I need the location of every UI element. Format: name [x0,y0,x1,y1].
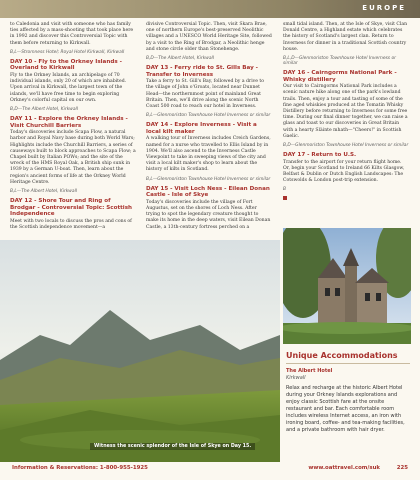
unique-accommodations-box [286,351,410,434]
meal-note: B,L,D—Glenmoriston Townhouse Hotel Inverness or similar [283,56,396,67]
meal-note: B,D—Glenmoriston Townhouse Hotel Inverness or similar [283,143,409,149]
meal-note: B,D—The Albert Hotel, Kirkwall [146,56,214,62]
section-banner [0,0,420,18]
castle-photo [283,228,411,344]
meal-note: B,D—The Albert Hotel, Kirkwall [10,107,78,113]
paragraph: small tidal island. Then, at the Isle of Skye, visit Clan Donald Centre, a Highland estate which celebrates the history of Scotland's largest clan. Return to Inverness for dinner in a traditional Scottish country house. [283,22,408,52]
website-link[interactable]: www.oattravel.com/suk [308,465,380,471]
day-10-heading: DAY 10 - Fly to the Orkney Islands - Overland to Kirkwall [10,58,122,72]
day-16-heading: DAY 16 - Cairngorms National Park - Whisky distillery [283,70,397,83]
hotel-description: Relax and recharge at the historic Albert Hotel during your Orkney Islands explorations and enjoy classic Scottish fare at the onsite restaurant and bar. Each comfortable room includes wireless Internet access, an iron with ironing board, coffee- and tea-making facilities, and a private bathroom with hair dryer. [286,385,405,433]
itinerary-column-3 [283,22,409,203]
skye-landscape-photo [0,240,280,462]
day-16-body: Our visit to Cairngorms National Park includes a scenic nature hike along one of the park's lowland trails. Then, enjoy a tour and tasting of some of the fine aged whiskies produced at the Tomatin Whisky Distillery before returning to Inverness for some free time. During our final dinner together, we can raise a glass and toast to our discoveries in Great Britain with a hearty Slàinte mhath—"Cheers!" in Scottish Gaelic. [283,84,408,139]
day-13-heading: DAY 13 - Ferry ride to St. Gills Bay - Transfer to Inverness [146,65,258,78]
unique-accommodations-heading: Unique Accommodations [286,351,410,364]
itinerary-column-1 [10,22,136,234]
day-10-body: Fly to the Orkney Islands, an archipelago of 70 individual islands, only 20 of which are inhabited. Upon arrival in Kirkwall, the largest town of the islands, we'll have free time to begin exploring Orkney's colorful capital on our own. [10,73,127,103]
page-number: 225 [396,465,408,471]
reservations-phone: Information & Reservations: 1-800-955-1925 [12,465,148,471]
itinerary-column-2 [146,22,272,234]
day-11-body: Today's discoveries include Scapa Flow, a natural harbor and Royal Navy base during both World Wars; Highlights include the Churchill Barriers, a series of causeways built to block approaches to Scapa Flow; a Chapel built by Italian POWs; and the site of the wreck of the HMS Royal Oak, a British ship sunk in 1939 by a German U-boat. Then, learn about the region's ancient forms of life at the Orkney World Heritage Centre. [10,130,136,185]
day-17-body: Transfer to the airport for your return flight home. Or, begin your Scotland to Ireland 66 Kilts Glasgow, Belfast & Dublin or Dutch English Landscapes: The Cotswolds & London post-trip extension. [283,159,405,184]
paragraph: divisive Controversial Topic. Then, visit Skara Brae, one of northern Europe's best-preserved Neolithic villages and a UNESCO World Heritage Site, followed by a visit to the Ring of Brodgar, a Neolithic henge and stone circle older than Stonehenge. [146,22,272,52]
day-12-heading: DAY 12 - Shore Tour and Ring of Brodgar - Controversial Topic: Scottish Independence [10,198,133,218]
day-15-heading: DAY 15 - Visit Loch Ness - Eilean Donan Castle - Isle of Skye [146,185,270,199]
meal-note: B,L—Glenmoriston Townhouse Hotel Inverness or similar [146,113,271,119]
day-13-body: Take a ferry to St. Gill's Bay, followed by a drive to the village of John o'Groats, located near Dunnet Head—the northernmost point of mainland Great Britain. Then, we'll drive along the scenic North Coast 500 road to reach our hotel in Inverness. [146,79,265,110]
day-17-heading: DAY 17 - Return to U.S. [283,152,357,159]
meal-note: B,L—Glenmoriston Townhouse Hotel Inverness or similar [146,176,271,182]
day-15-body: Today's discoveries include the village of Fort Augustus, set on the shores of Loch Ness. After trying to spot the legendary creature thought to make its home in the deep waters, visit Eilean Donan Castle, a 13th-century fortress perched on a [146,199,271,230]
hotel-location: Kirkwall [286,375,306,381]
region-label: EUROPE [362,4,406,12]
day-14-body: A walking tour of Inverness includes Creich Gardens, named for a nurse who travelled to Ellis Island by in 1904. We'll also ascend to the Inverness Castle Viewpoint to take in sweeping views of the city and visit a local kilt maker's shop to learn about the history of kilts in Scotland. [146,136,271,173]
meal-note: B,L—The Albert Hotel, Kirkwall [10,189,78,195]
paragraph: to Caledonia and visit with someone who has family ties affected by a mass-shooting that took place here in 1992 and discover this Controversial Topic with them before returning to Kirkwall. [10,22,134,46]
end-marker [283,196,287,200]
day-14-heading: DAY 14 - Explore Inverness - Visit a local kilt maker [146,122,257,135]
meal-note: B [283,187,287,193]
page-footer [0,462,420,480]
day-12-body: Meet with two locals to discuss the pros and cons of the Scottish independence movement—a [10,218,132,231]
hotel-name: The Albert Hotel [286,368,333,374]
photo-caption: Witness the scenic splendor of the Isle of Skye on Day 15. [90,443,255,450]
meal-note: B,L—Stromness Hotel; Royal Hotel Kirkwall, Kirkwall [10,49,125,55]
day-11-heading: DAY 11 - Explore the Orkney Islands - Visit Churchill Barriers [10,116,128,129]
